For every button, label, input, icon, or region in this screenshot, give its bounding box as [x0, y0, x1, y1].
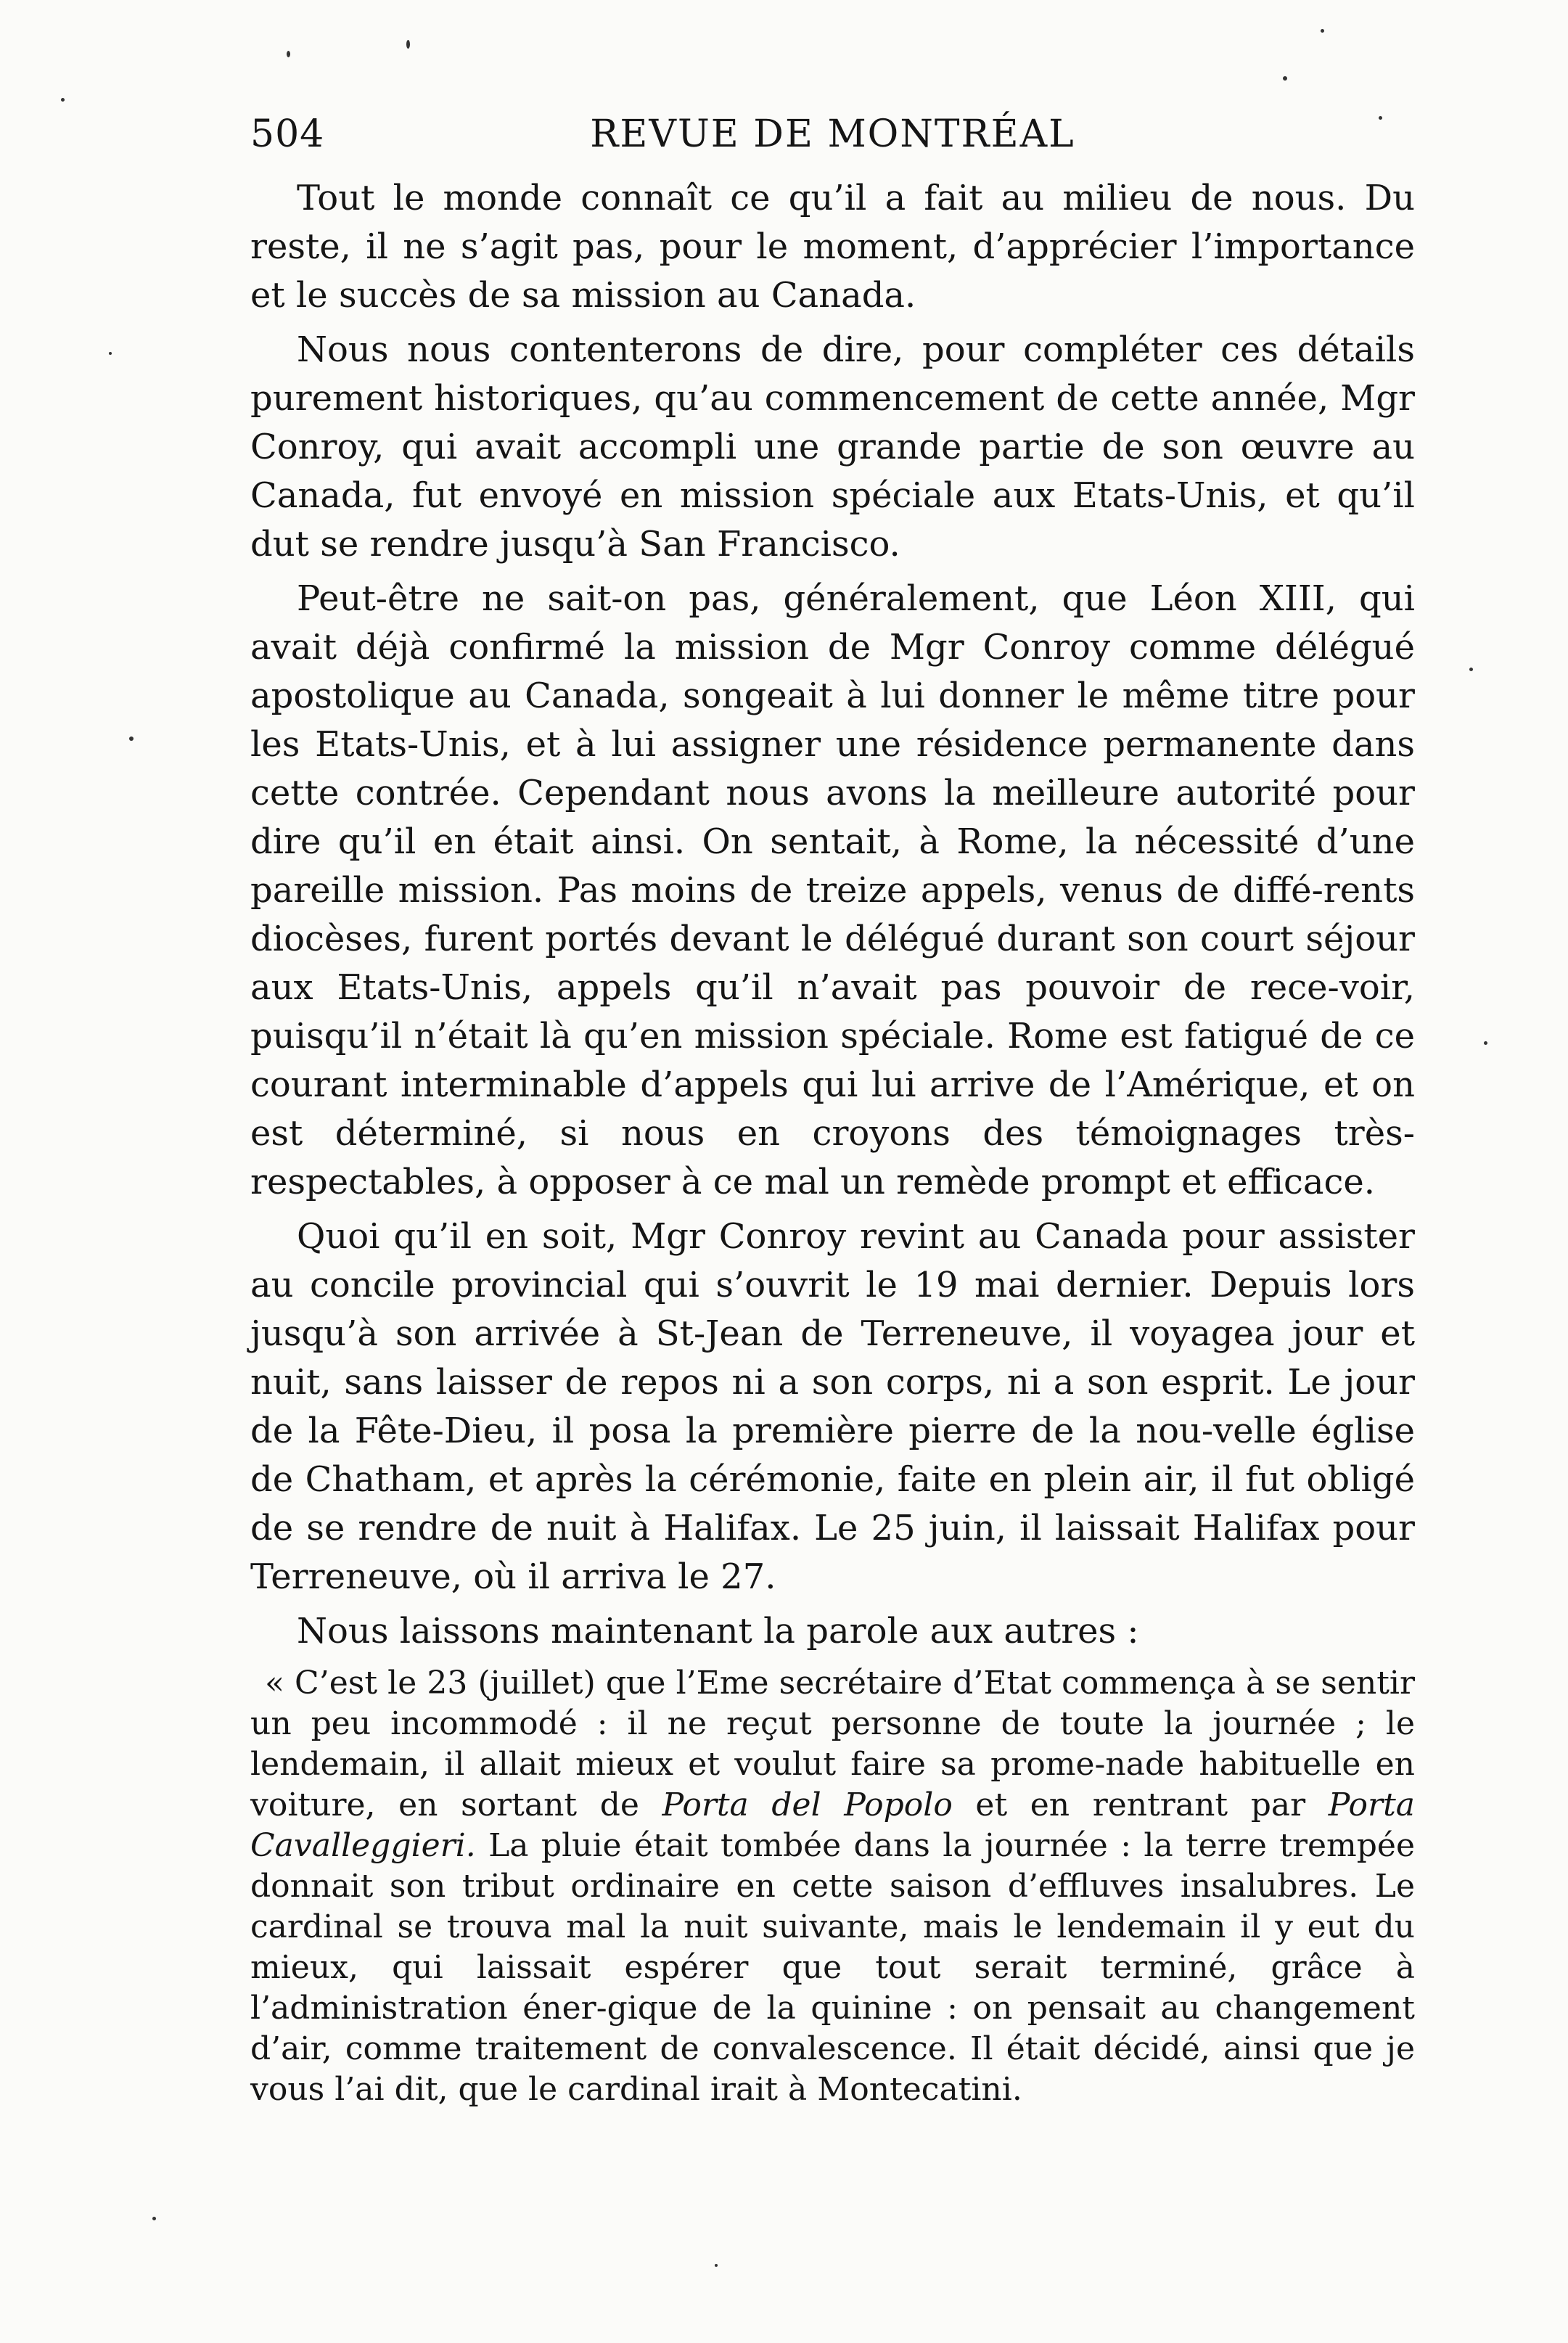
- running-title: REVUE DE MONTRÉAL: [590, 112, 1075, 156]
- quote-italic-porta-del-popolo: Porta del Popolo: [662, 1786, 953, 1823]
- scan-speck: [1484, 1041, 1487, 1045]
- quote-text-1: « C’est le 23 (juillet) que l’Eme secrétaire d’Etat commença à se sentir un peu incommodé : il ne reçut personne de toute la journée ; le lendemain, il allait mieux et voulut faire sa prome-nade habituelle en voiture, en sortant de: [250, 1665, 1415, 1823]
- scan-speck: [1321, 29, 1324, 33]
- scan-speck: [109, 352, 112, 355]
- quote-text-2: et en rentrant par: [952, 1786, 1329, 1823]
- paragraph-1: Tout le monde connaît ce qu’il a fait au milieu de nous. Du reste, il ne s’agit pas, pour le moment, d’apprécier l’importance et le succès de sa mission au Canada.: [250, 178, 1415, 316]
- page-header: [250, 105, 1415, 163]
- quote-text-3: La pluie était tombée dans la journée : la terre trempée donnait son tribut ordinaire en cette saison d’effluves insalubres. Le cardinal se trouva mal la nuit suivante, mais le lendemain il y eut du mieux, qui laissait espérer que tout serait terminé, grâce à l’administration éner-gique de la quinine : on pensait au changement d’air, comme traitement de convalescence. Il était décidé, ainsi que je vous l’ai dit, que le cardinal irait à Montecatini.: [250, 1827, 1415, 2108]
- scan-speck: [61, 98, 65, 102]
- scan-speck: [406, 40, 410, 49]
- page-number: 504: [250, 112, 325, 156]
- scan-speck: [1283, 76, 1287, 81]
- document-page: [250, 105, 1415, 2116]
- scan-speck: [1379, 116, 1382, 120]
- paragraph-3: Peut-être ne sait-on pas, généralement, que Léon XIII, qui avait déjà confirmé la mission de Mgr Conroy comme délégué apostolique au Canada, songeait à lui donner le même titre pour les Etats-Unis, et à lui assigner une résidence permanente dans cette contrée. Cependant nous avons la meilleure autorité pour dire qu’il en était ainsi. On sentait, à Rome, la nécessité d’une pareille mission. Pas moins de treize appels, venus de diffé-rents diocèses, furent portés devant le délégué durant son court séjour aux Etats-Unis, appels qu’il n’avait pas pouvoir de rece-voir, puisqu’il n’était là qu’en mission spéciale. Rome est fatigué de ce courant interminable d’appels qui lui arrive de l’Amérique, et on est déterminé, si nous en croyons des témoignages très-respectables, à opposer à ce mal un remède prompt et efficace.: [250, 578, 1415, 1202]
- body-text: [250, 174, 1415, 2110]
- paragraph-4: Quoi qu’il en soit, Mgr Conroy revint au Canada pour assister au concile provincial qui s’ouvrit le 19 mai dernier. Depuis lors jusqu’à son arrivée à St-Jean de Terreneuve, il voyagea jour et nuit, sans laisser de repos ni a son corps, ni a son esprit. Le jour de la Fête-Dieu, il posa la première pierre de la nou-velle église de Chatham, et après la cérémonie, faite en plein air, il fut obligé de se rendre de nuit à Halifax. Le 25 juin, il laissait Halifax pour Terreneuve, où il arriva le 27.: [250, 1216, 1415, 1597]
- quoted-paragraph: [250, 1663, 1415, 2110]
- scan-speck: [1469, 668, 1473, 671]
- scan-speck: [715, 2264, 718, 2267]
- scan-speck: [287, 51, 290, 57]
- scan-speck: [152, 2217, 156, 2220]
- paragraph-2: Nous nous contenterons de dire, pour compléter ces détails purement historiques, qu’au commencement de cette année, Mgr Conroy, qui avait accompli une grande partie de son œuvre au Canada, fut envoyé en mission spéciale aux Etats-Unis, et qu’il dut se rendre jusqu’à San Francisco.: [250, 329, 1415, 565]
- quote-italic-porta-cavalleggieri: Porta Cavalleggieri.: [250, 1786, 1415, 1864]
- scan-speck: [129, 736, 134, 741]
- paragraph-5: Nous laissons maintenant la parole aux autres :: [297, 1611, 1139, 1651]
